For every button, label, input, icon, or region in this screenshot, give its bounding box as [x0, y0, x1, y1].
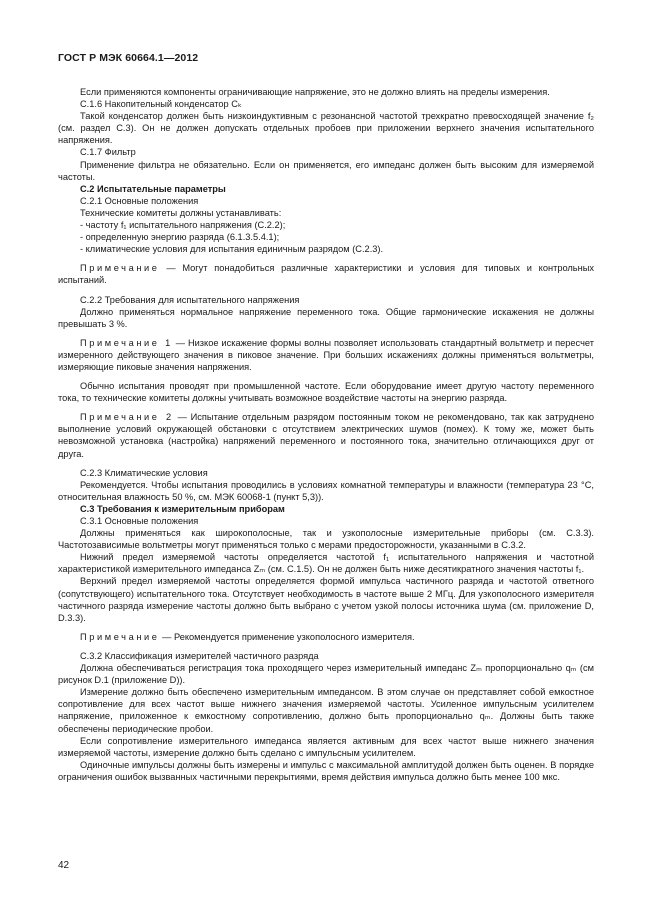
section-heading: С.2 Испытательные параметры	[80, 183, 226, 194]
paragraph: Одиночные импульсы должны быть измерены и импульс с максимальной амплитудой должен быть оценен. В порядке ограничения ошибок вызванных частичными перекрытиями, время действия импульса должно быть менее 100 мкс.	[58, 759, 594, 782]
subsection-heading: С.3.2 Классификация измерителей частичного разряда	[80, 650, 319, 661]
paragraph: Рекомендуется. Чтобы испытания проводились в условиях комнатной температуры и влажности (температура 23 °С, относительная влажность 50 %, см. МЭК 60068-1 (пункт 5,3)).	[58, 479, 594, 502]
paragraph: Должна обеспечиваться регистрация тока проходящего через измерительный импеданс Zₘ пропорционально qₘ (см рисунок D.1 (приложение D)).	[58, 663, 594, 686]
note-text: — Могут понадобиться различные характеристики и условия для типовых и контрольных испытаний.	[58, 263, 595, 286]
note-label: Примечание 2	[80, 412, 174, 423]
paragraph: Применение фильтра не обязательно. Если он применяется, его импеданс должен быть высоким для измеряемой частоты.	[58, 159, 594, 182]
subsection-heading: C.1.6 Накопительный конденсатор Cₖ	[80, 99, 242, 110]
note-label: Примечание 1	[80, 337, 173, 348]
note-text: — Рекомендуется применение узкополосного измерителя.	[162, 631, 415, 642]
subsection-heading: С.2.2 Требования для испытательного напряжения	[80, 294, 300, 305]
subsection-heading: С.2.3 Климатические условия	[80, 467, 208, 478]
note	[58, 337, 594, 373]
list-item: - определенную энергию разряда (6.1.3.5.4.1);	[80, 232, 280, 243]
section-heading: С.3 Требования к измерительным приборам	[80, 503, 285, 514]
paragraph: Измерение должно быть обеспечено измерительным импедансом. В этом случае он представляет собой емкостное сопротивление для всех частот выше нижнего значения измеряемой частоты. Усиленное импульсным усилителем напряжение, приложенное к емкостному сопротивлению, должно быть пропорционально qₘ. Должны быть также обеспечены периодические пробои.	[58, 687, 594, 734]
note	[58, 631, 594, 643]
subsection-heading: С.3.1 Основные положения	[80, 516, 199, 526]
note-text: — Низкое искажение формы волны позволяет использовать стандартный вольтметр и пересчет измеренного действующего значения в пиковое значение. При больших искажениях должны применяться вольтметры, измеряющие пиковые значения напряжения.	[58, 337, 594, 372]
note-label: Примечание	[80, 263, 160, 274]
paragraph: Такой конденсатор должен быть низкоиндуктивным с резонансной частотой трехкратно превосходящей значение f₂ (см. раздел С.3). Он не должен допускать отдельных пробоев при приложении верхнего значения испытательного напряжения.	[58, 111, 594, 146]
paragraph: Если применяются компоненты ограничивающие напряжение, это не должно влиять на пределы измерения.	[80, 87, 550, 97]
paragraph: Нижний предел измеряемой частоты определяется частотой f₁ испытательного напряжения и частотной характеристикой измерительного импеданса Zₘ (см. С.1.5). Он не должен быть ниже десятикратного значения частоты f₁.	[58, 552, 594, 575]
paragraph: Должны применяться как широкополосные, так и узкополосные измерительные приборы (см. С.3.3). Частотозависимые вольтметры могут применяться только с мерами предосторожности, указанными в С.3.2.	[58, 528, 594, 551]
list-item: - частоту f₁ испытательного напряжения (С.2.2);	[80, 220, 286, 231]
subsection-heading: С.2.1 Основные положения	[80, 195, 199, 206]
paragraph: Обычно испытания проводят при промышленной частоте. Если оборудование имеет другую частоту переменного тока, то технические комитеты должны учитывать возможное воздействие частоты на энергию разряда.	[58, 381, 594, 404]
paragraph: Верхний предел измеряемой частоты определяется формой импульса частичного разряда и частотой ответного (сопутствующего) испытательного тока. Отсутствует необходимость в частоте выше 2 МГц. Для узкополосного измерителя частичного разряда измерение частоты должно быть выбрано с учетом узкой полосы источника шума (см. приложение D, D.3.3).	[58, 576, 594, 623]
note-text: — Испытание отдельным разрядом постоянным током не рекомендовано, так как затруднено выполнение условий окружающей обстановки с отсутствием электрических шумов (помех). К тому же, может быть невозможной установка (настройка) напряжений переменного и постоянного тока, значительно отличающихся друг от друга.	[58, 412, 594, 459]
note	[58, 411, 594, 459]
list-item: - климатические условия для испытания единичным разрядом (С.2.3).	[80, 244, 384, 255]
document-header: ГОСТ Р МЭК 60664.1—2012	[58, 52, 199, 64]
paragraph: Если сопротивление измерительного импеданса является активным для всех частот выше нижнего значения измеряемой частоты, измерение должно быть сделано с импульсным усилителем.	[58, 735, 594, 758]
paragraph: Должно применяться нормальное напряжение переменного тока. Общие гармонические искажения не должны превышать 3 %.	[58, 306, 594, 329]
page-number: 42	[58, 860, 70, 871]
note	[58, 262, 594, 286]
paragraph: Технические комитеты должны устанавливать:	[80, 207, 282, 218]
document-page	[58, 52, 594, 783]
subsection-heading: С.1.7 Фильтр	[80, 147, 136, 158]
note-label: Примечание	[80, 631, 160, 642]
